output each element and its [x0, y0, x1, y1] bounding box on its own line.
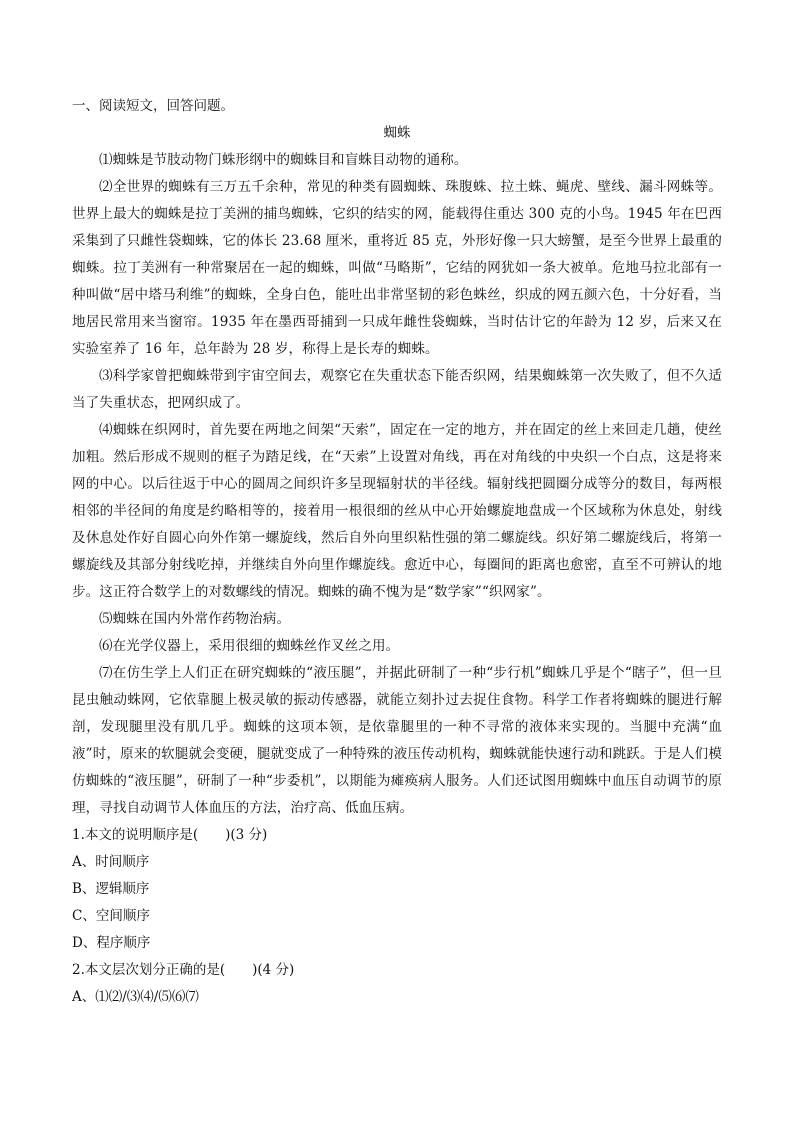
document-content — [72, 93, 722, 1011]
article-title: 蜘蛛 — [383, 125, 411, 141]
section-heading: 一、阅读短文，回答问题。 — [72, 98, 234, 114]
paragraph-1: ⑴蜘蛛是节肢动物门蛛形纲中的蜘蛛目和盲蛛目动物的通称。 — [99, 152, 468, 168]
paragraph-7: ⑺在仿生学上人们正在研究蜘蛛的“液压腿”，并据此研制了一种“步行机”蜘蛛几乎是个“瞎子”，但一旦昆虫触动蛛网，它依靠腿上极灵敏的振动传感器，就能立刻扑过去捉住食物。科学工作者将蜘蛛的腿进行解剖，发现腿里没有肌几乎。蜘蛛的这项本领，是依靠腿里的一种不寻常的液体来实现的。当腿中充满“血液”时，原来的软腿就会变硬，腿就变成了一种特殊的液压传动机构，蜘蛛就能快速行动和跳跃。于是人们模仿蜘蛛的“液压腿”，研制了一种“步委机”，以期能为瘫痪病人服务。人们还试图用蜘蛛中血压自动调节的原理，寻找自动调节人体血压的方法，治疗高、低血压病。 — [72, 665, 722, 816]
paragraph-4: ⑷蜘蛛在织网时，首先要在两地之间架“天索”，固定在一定的地方，并在固定的丝上来回走几趟，使丝加粗。然后形成不规则的框子为踏足线，在“天索”上设置对角线，再在对角线的中央织一个白点，这是将来网的中心。以后往返于中心的圆周之间织许多呈现辐射状的半径线。辐射线把圆圈分成等分的数目，每两根相邻的半径间的角度是约略相等的，接着用一根很细的丝从中心开始螺旋地盘成一个区域称为休息处，射线及休息处作好自圆心向外作第一螺旋线，然后自外向里织粘性强的第二螺旋线。织好第二螺旋线后，将第一螺旋线及其部分射线吃掉，并继续自外向里作螺旋线。愈近中心，每圈间的距离也愈密，直至不可辨认的地步。这正符合数学上的对数螺线的情况。蜘蛛的确不愧为是“数学家”“织网家”。 — [72, 422, 722, 600]
question-2-stem: 2.本文层次划分正确的是( )(4 分) — [72, 962, 295, 978]
question-1-option-b: B、逻辑顺序 — [72, 881, 150, 897]
question-2-option-a: A、⑴⑵/⑶⑷/⑸⑹⑺ — [72, 989, 199, 1005]
question-1-option-d: D、程序顺序 — [72, 935, 151, 951]
paragraph-3: ⑶科学家曾把蜘蛛带到宇宙空间去，观察它在失重状态下能否织网，结果蜘蛛第一次失败了，但不久适当了失重状态，把网织成了。 — [72, 368, 722, 411]
paragraph-5: ⑸蜘蛛在国内外常作药物治病。 — [99, 611, 291, 627]
question-1-option-a: A、时间顺序 — [72, 854, 150, 870]
question-1-stem: 1.本文的说明顺序是( )(3 分) — [72, 827, 268, 843]
question-1-option-c: C、空间顺序 — [72, 908, 150, 924]
paragraph-2: ⑵全世界的蜘蛛有三万五千余种，常见的种类有圆蜘蛛、珠腹蛛、拉土蛛、蝇虎、壁线、漏斗网蛛等。世界上最大的蜘蛛是拉丁美洲的捕鸟蜘蛛，它织的结实的网，能载得住重达 300 克的小鸟。1945 年在巴西采集到了只雌性袋蜘蛛，它的体长 23.68 厘米，重将近 85 克，外形好像一只大螃蟹，是至今世界上最重的蜘蛛。拉丁美洲有一种常聚居在一起的蜘蛛，叫做“马略斯”，它结的网犹如一条大被单。危地马拉北部有一种叫做“居中塔马利维”的蜘蛛，全身白色，能吐出非常坚韧的彩色蛛丝，织成的网五颜六色，十分好看，当地居民常用来当窗帘。1935 年在墨西哥捕到一只成年雌性袋蜘蛛，当时估计它的年龄为 12 岁，后来又在实验室养了 16 年，总年龄为 28 岁，称得上是长寿的蜘蛛。 — [72, 179, 722, 357]
paragraph-6: ⑹在光学仪器上，采用很细的蜘蛛丝作叉丝之用。 — [99, 638, 400, 654]
